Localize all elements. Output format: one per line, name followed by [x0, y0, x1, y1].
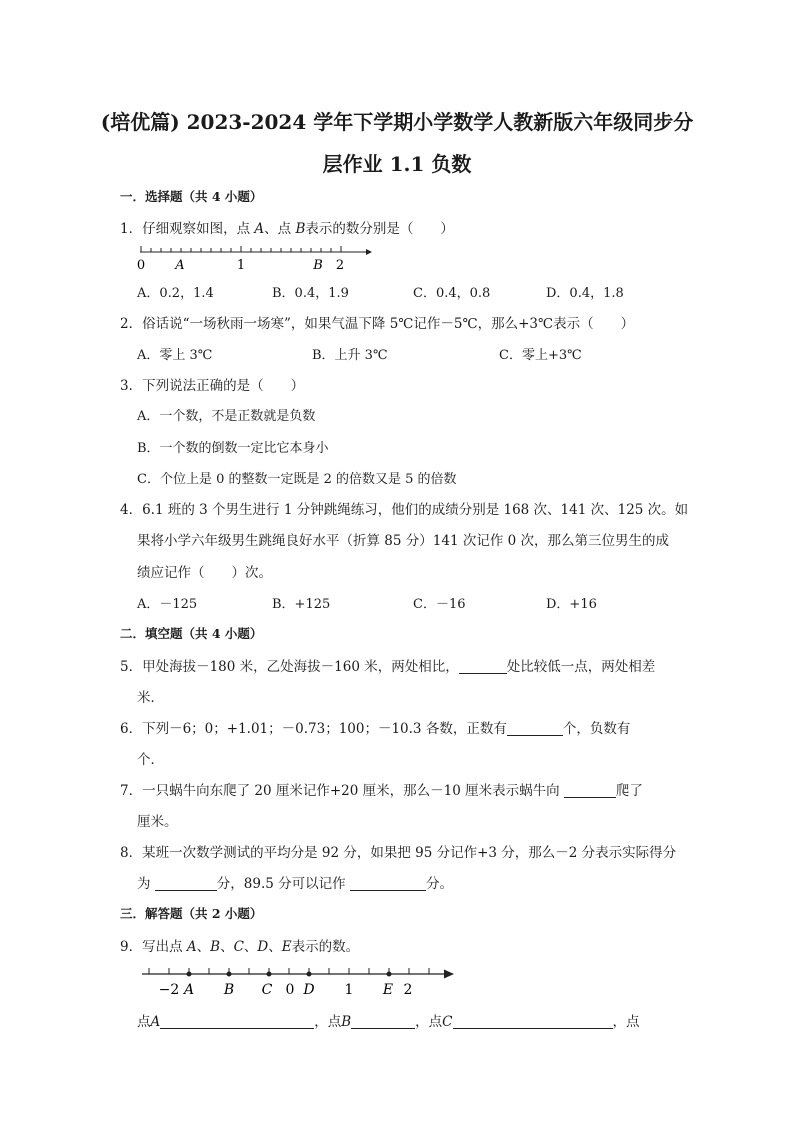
option-c: C．个位上是 0 的整数一定既是 2 的倍数又是 5 的倍数 [137, 472, 457, 487]
point-label: B [341, 1014, 352, 1030]
question-text: 、点 [264, 221, 296, 237]
answer-blank[interactable] [564, 783, 616, 798]
answer-text: ，点 [612, 1014, 640, 1030]
section-heading-fill: 二．填空题（共 4 小题） [120, 626, 263, 641]
axis-num-2: 2 [403, 982, 413, 998]
axis-label-0: 0 [136, 258, 146, 273]
question-text: 处比较低一点，两处相差 [506, 659, 656, 675]
page-title-line-2: 层作业 1.1 负数 [322, 152, 472, 176]
question-number: 9． [120, 939, 143, 955]
axis-point-d: D [303, 982, 315, 998]
axis-point-e: E [382, 982, 394, 998]
question-text: 某班一次数学测试的平均分是 92 分，如果把 95 分记作+3 分，那么－2 分表示实际得分 [142, 845, 677, 861]
answer-text: ，点 [415, 1014, 443, 1030]
axis-point-b: B [223, 982, 235, 998]
point-label: A [186, 939, 197, 955]
question-5 [120, 655, 655, 675]
question-number: 7． [120, 783, 143, 799]
question-text: 分。 [425, 876, 453, 892]
question-3 [120, 374, 304, 394]
point-label: B [210, 939, 221, 955]
question-text: 一只蜗牛向东爬了 20 厘米记作+20 厘米，那么－10 厘米表示蜗牛向 [142, 783, 564, 799]
section-heading-choice: 一．选择题（共 4 小题） [120, 189, 263, 204]
point-label: E [281, 939, 292, 955]
question-8 [120, 841, 676, 861]
number-line-q1 [134, 240, 374, 274]
axis-label-a: A [175, 258, 185, 273]
question-number: 1． [120, 221, 143, 237]
question-text: 爬了 [615, 783, 643, 799]
point-label: B [295, 221, 306, 237]
axis-label-b: B [313, 258, 323, 273]
question-7-line-2: 厘米。 [137, 814, 178, 830]
option-b: B．0.4，1.9 [272, 286, 349, 301]
option-a: A．零上 3℃ [137, 348, 213, 363]
question-2 [120, 312, 634, 332]
page-title-line-1: (培优篇) 2023-2024 学年下学期小学数学人教新版六年级同步分 [100, 110, 694, 134]
point-label: C [233, 939, 244, 955]
question-text: 表示的数。 [291, 939, 360, 955]
question-text: 写出点 [142, 939, 187, 955]
option-a: A．－125 [137, 597, 198, 612]
option-b: B．一个数的倒数一定比它本身小 [137, 441, 329, 456]
question-number: 2． [120, 316, 143, 332]
option-b: B．+125 [272, 597, 331, 612]
answer-blank[interactable] [155, 876, 217, 891]
option-a: A．0.2，1.4 [137, 286, 214, 301]
axis-label-1: 1 [236, 258, 246, 273]
option-c: C．－16 [413, 597, 466, 612]
question-6-line-2: 个． [137, 752, 164, 768]
axis-label-2: 2 [335, 258, 345, 273]
question-4-line-2: 果将小学六年级男生跳绳良好水平（折算 85 分）141 次记作 0 次，那么第三位男生的成 [137, 533, 669, 549]
question-6 [120, 717, 630, 737]
question-4-line-3: 绩应记作（ ）次。 [137, 565, 272, 581]
question-number: 4． [120, 502, 143, 518]
axis-num-neg2: −2 [158, 982, 180, 998]
question-text: 下列－6；0；+1.01；－0.73；100；－10.3 各数，正数有 [142, 721, 507, 737]
question-text: 仔细观察如图，点 [142, 221, 255, 237]
question-text: 个，负数有 [562, 721, 631, 737]
question-9-answer-line [137, 1010, 640, 1030]
point-label: C [442, 1014, 453, 1030]
answer-blank-b[interactable] [351, 1014, 415, 1029]
question-text: 甲处海拔－180 米，乙处海拔－160 米，两处相比， [142, 659, 459, 675]
answer-blank[interactable] [459, 659, 507, 674]
question-text: 6.1 班的 3 个男生进行 1 分钟跳绳练习，他们的成绩分别是 168 次、141 次、125 次。如 [142, 502, 689, 518]
question-4 [120, 498, 688, 518]
question-number: 6． [120, 721, 143, 737]
question-text: 俗话说“一场秋雨一场寒”，如果气温下降 5℃记作－5℃，那么+3℃表示（ ） [142, 316, 635, 332]
point-label: D [257, 939, 269, 955]
question-text: 下列说法正确的是（ ） [142, 378, 305, 394]
axis-point-c: C [261, 982, 273, 998]
question-text: 表示的数分别是（ ） [305, 221, 454, 237]
answer-blank[interactable] [350, 876, 426, 891]
axis-point-a: A [183, 982, 195, 998]
number-line-q9 [136, 962, 466, 1000]
answer-text: ，点 [314, 1014, 342, 1030]
question-9: 9．写出点 A、B、C、D、E表示的数。 [120, 939, 360, 955]
axis-num-0: 0 [285, 982, 295, 998]
question-7 [120, 779, 643, 799]
section-heading-solve: 三．解答题（共 2 小题） [120, 906, 263, 921]
option-d: D．0.4，1.8 [546, 286, 624, 301]
question-8-line-2 [137, 872, 453, 892]
option-c: C．零上+3℃ [499, 348, 582, 363]
answer-text: 点 [137, 1014, 151, 1030]
question-number: 8． [120, 845, 143, 861]
answer-blank-c[interactable] [453, 1014, 613, 1029]
question-text: 为 [137, 876, 155, 892]
question-5-line-2: 米． [137, 690, 164, 706]
point-label: A [150, 1014, 161, 1030]
answer-blank-a[interactable] [160, 1014, 314, 1029]
question-number: 5． [120, 659, 143, 675]
option-a: A．一个数，不是正数就是负数 [137, 409, 316, 424]
option-b: B．上升 3℃ [312, 348, 388, 363]
point-label: A [254, 221, 265, 237]
option-c: C．0.4，0.8 [413, 286, 491, 301]
axis-num-1: 1 [344, 982, 354, 998]
question-text: 分，89.5 分可以记作 [216, 876, 350, 892]
question-1 [120, 217, 454, 237]
option-d: D．+16 [546, 597, 597, 612]
answer-blank[interactable] [507, 721, 563, 736]
question-number: 3． [120, 378, 143, 394]
